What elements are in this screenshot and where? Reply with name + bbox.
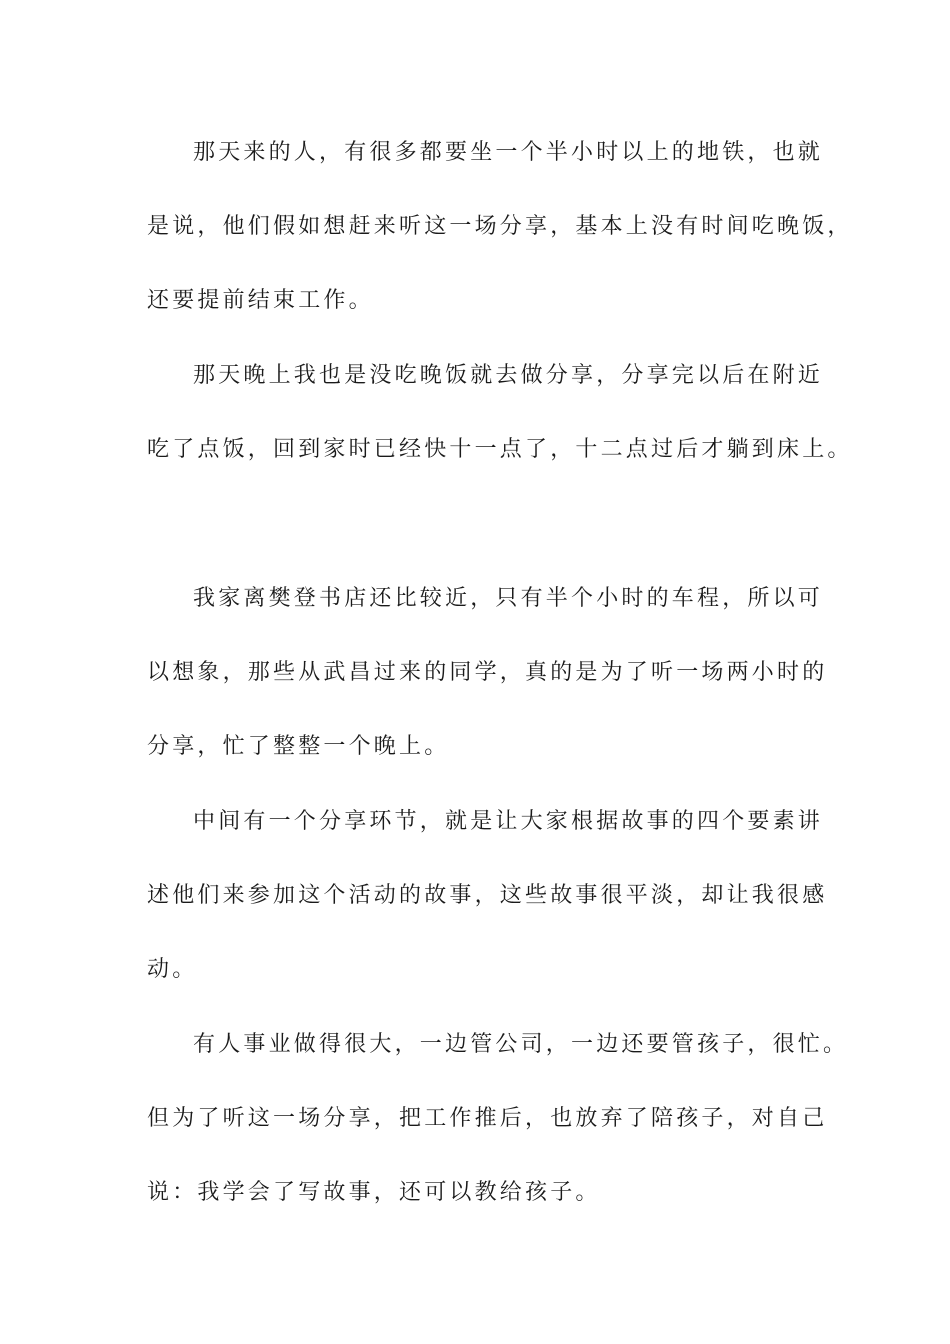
paragraph-1-line-3: 还要提前结束工作。	[147, 288, 374, 313]
paragraph-1-line-2: 是说，他们假如想赶来听这一场分享，基本上没有时间吃晚饭，	[147, 214, 853, 239]
paragraph-3-line-2: 以想象，那些从武昌过来的同学，真的是为了听一场两小时的	[147, 660, 828, 685]
paragraph-1-line-1: 那天来的人，有很多都要坐一个半小时以上的地铁，也就	[193, 140, 824, 165]
paragraph-4-line-1: 中间有一个分享环节，就是让大家根据故事的四个要素讲	[193, 809, 824, 834]
paragraph-3-line-1: 我家离樊登书店还比较近，只有半个小时的车程，所以可	[193, 586, 824, 611]
paragraph-2-line-2: 吃了点饭，回到家时已经快十一点了，十二点过后才躺到床上。	[147, 437, 853, 462]
paragraph-5-line-3: 说：我学会了写故事，还可以教给孩子。	[147, 1180, 601, 1205]
paragraph-4-line-3: 动。	[147, 957, 198, 982]
paragraph-3-line-3: 分享，忙了整整一个晚上。	[147, 734, 450, 759]
paragraph-5-line-1: 有人事业做得很大，一边管公司，一边还要管孩子，很忙。	[193, 1032, 849, 1057]
paragraph-2-line-1: 那天晚上我也是没吃晚饭就去做分享，分享完以后在附近	[193, 363, 824, 388]
paragraph-4-line-2: 述他们来参加这个活动的故事，这些故事很平淡，却让我很感	[147, 883, 828, 908]
paragraph-5-line-2: 但为了听这一场分享，把工作推后，也放弃了陪孩子，对自己	[147, 1106, 828, 1131]
